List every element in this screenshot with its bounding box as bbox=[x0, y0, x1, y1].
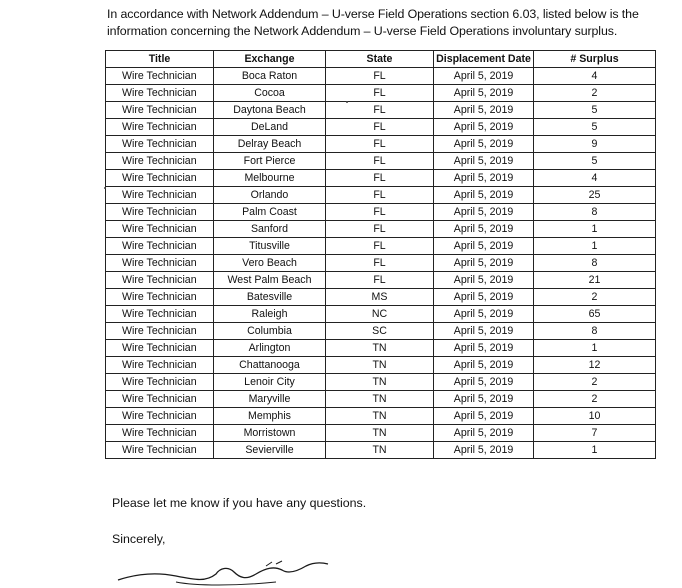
cell-surplus-count: 5 bbox=[534, 119, 656, 136]
cell-state: FL bbox=[326, 102, 434, 119]
table-header-row bbox=[106, 51, 656, 68]
cell-displacement-date: April 5, 2019 bbox=[434, 374, 534, 391]
cell-state: SC bbox=[326, 323, 434, 340]
cell-exchange: Palm Coast bbox=[214, 204, 326, 221]
cell-surplus-count: 21 bbox=[534, 272, 656, 289]
cell-state: FL bbox=[326, 255, 434, 272]
cell-displacement-date: April 5, 2019 bbox=[434, 170, 534, 187]
cell-state: FL bbox=[326, 153, 434, 170]
cell-displacement-date: April 5, 2019 bbox=[434, 323, 534, 340]
cell-state: FL bbox=[326, 68, 434, 85]
header-title: Title bbox=[106, 51, 214, 68]
cell-title: Wire Technician bbox=[106, 357, 214, 374]
cell-displacement-date: April 5, 2019 bbox=[434, 272, 534, 289]
cell-surplus-count: 25 bbox=[534, 187, 656, 204]
scan-speck bbox=[346, 101, 348, 103]
cell-exchange: Vero Beach bbox=[214, 255, 326, 272]
cell-title: Wire Technician bbox=[106, 85, 214, 102]
cell-title: Wire Technician bbox=[106, 68, 214, 85]
cell-exchange: Sevierville bbox=[214, 442, 326, 459]
table-row bbox=[106, 187, 656, 204]
cell-state: TN bbox=[326, 374, 434, 391]
cell-exchange: Titusville bbox=[214, 238, 326, 255]
cell-state: FL bbox=[326, 272, 434, 289]
cell-displacement-date: April 5, 2019 bbox=[434, 408, 534, 425]
table-body bbox=[106, 68, 656, 459]
cell-exchange: Columbia bbox=[214, 323, 326, 340]
header-state: State bbox=[326, 51, 434, 68]
table-row bbox=[106, 170, 656, 187]
cell-surplus-count: 4 bbox=[534, 68, 656, 85]
table-row bbox=[106, 323, 656, 340]
cell-displacement-date: April 5, 2019 bbox=[434, 306, 534, 323]
header-exchange: Exchange bbox=[214, 51, 326, 68]
cell-exchange: DeLand bbox=[214, 119, 326, 136]
table-row bbox=[106, 68, 656, 85]
cell-title: Wire Technician bbox=[106, 255, 214, 272]
cell-surplus-count: 9 bbox=[534, 136, 656, 153]
cell-surplus-count: 4 bbox=[534, 170, 656, 187]
cell-displacement-date: April 5, 2019 bbox=[434, 340, 534, 357]
cell-state: FL bbox=[326, 204, 434, 221]
cell-state: TN bbox=[326, 340, 434, 357]
cell-surplus-count: 2 bbox=[534, 374, 656, 391]
table-row bbox=[106, 391, 656, 408]
cell-exchange: Memphis bbox=[214, 408, 326, 425]
cell-exchange: Morristown bbox=[214, 425, 326, 442]
table-row bbox=[106, 442, 656, 459]
cell-title: Wire Technician bbox=[106, 136, 214, 153]
cell-surplus-count: 2 bbox=[534, 289, 656, 306]
cell-state: TN bbox=[326, 408, 434, 425]
cell-title: Wire Technician bbox=[106, 238, 214, 255]
table-row bbox=[106, 289, 656, 306]
table-row bbox=[106, 272, 656, 289]
cell-surplus-count: 65 bbox=[534, 306, 656, 323]
cell-exchange: Boca Raton bbox=[214, 68, 326, 85]
table-row bbox=[106, 119, 656, 136]
cell-surplus-count: 2 bbox=[534, 391, 656, 408]
cell-title: Wire Technician bbox=[106, 204, 214, 221]
cell-exchange: Batesville bbox=[214, 289, 326, 306]
cell-title: Wire Technician bbox=[106, 323, 214, 340]
cell-state: NC bbox=[326, 306, 434, 323]
table-row bbox=[106, 408, 656, 425]
header-displacement-date: Displacement Date bbox=[434, 51, 534, 68]
cell-surplus-count: 8 bbox=[534, 255, 656, 272]
cell-exchange: Raleigh bbox=[214, 306, 326, 323]
cell-surplus-count: 8 bbox=[534, 323, 656, 340]
cell-exchange: Chattanooga bbox=[214, 357, 326, 374]
table-row bbox=[106, 102, 656, 119]
table-row bbox=[106, 85, 656, 102]
cell-exchange: Arlington bbox=[214, 340, 326, 357]
cell-surplus-count: 12 bbox=[534, 357, 656, 374]
cell-surplus-count: 1 bbox=[534, 442, 656, 459]
cell-title: Wire Technician bbox=[106, 289, 214, 306]
cell-surplus-count: 10 bbox=[534, 408, 656, 425]
cell-exchange: Melbourne bbox=[214, 170, 326, 187]
cell-state: TN bbox=[326, 442, 434, 459]
cell-title: Wire Technician bbox=[106, 374, 214, 391]
cell-exchange: Daytona Beach bbox=[214, 102, 326, 119]
table-row bbox=[106, 238, 656, 255]
cell-displacement-date: April 5, 2019 bbox=[434, 255, 534, 272]
cell-title: Wire Technician bbox=[106, 119, 214, 136]
cell-exchange: Cocoa bbox=[214, 85, 326, 102]
cell-state: FL bbox=[326, 238, 434, 255]
handwritten-signature bbox=[116, 560, 336, 588]
cell-exchange: Maryville bbox=[214, 391, 326, 408]
cell-title: Wire Technician bbox=[106, 391, 214, 408]
cell-displacement-date: April 5, 2019 bbox=[434, 391, 534, 408]
cell-title: Wire Technician bbox=[106, 425, 214, 442]
table-row bbox=[106, 204, 656, 221]
cell-title: Wire Technician bbox=[106, 442, 214, 459]
cell-surplus-count: 1 bbox=[534, 340, 656, 357]
cell-surplus-count: 1 bbox=[534, 221, 656, 238]
table-row bbox=[106, 153, 656, 170]
cell-title: Wire Technician bbox=[106, 272, 214, 289]
table-row bbox=[106, 374, 656, 391]
cell-title: Wire Technician bbox=[106, 170, 214, 187]
cell-surplus-count: 2 bbox=[534, 85, 656, 102]
cell-displacement-date: April 5, 2019 bbox=[434, 289, 534, 306]
cell-surplus-count: 5 bbox=[534, 153, 656, 170]
surplus-table bbox=[105, 50, 656, 459]
cell-title: Wire Technician bbox=[106, 340, 214, 357]
cell-displacement-date: April 5, 2019 bbox=[434, 153, 534, 170]
closing-line: Please let me know if you have any questions. bbox=[112, 496, 367, 510]
cell-displacement-date: April 5, 2019 bbox=[434, 85, 534, 102]
cell-displacement-date: April 5, 2019 bbox=[434, 102, 534, 119]
cell-surplus-count: 5 bbox=[534, 102, 656, 119]
cell-surplus-count: 8 bbox=[534, 204, 656, 221]
cell-displacement-date: April 5, 2019 bbox=[434, 442, 534, 459]
cell-exchange: Orlando bbox=[214, 187, 326, 204]
cell-state: FL bbox=[326, 187, 434, 204]
cell-displacement-date: April 5, 2019 bbox=[434, 425, 534, 442]
cell-state: FL bbox=[326, 136, 434, 153]
cell-state: FL bbox=[326, 85, 434, 102]
table-row bbox=[106, 136, 656, 153]
cell-state: TN bbox=[326, 357, 434, 374]
cell-displacement-date: April 5, 2019 bbox=[434, 204, 534, 221]
table-row bbox=[106, 221, 656, 238]
cell-title: Wire Technician bbox=[106, 102, 214, 119]
signoff: Sincerely, bbox=[112, 532, 166, 546]
cell-state: FL bbox=[326, 119, 434, 136]
table-row bbox=[106, 306, 656, 323]
cell-exchange: West Palm Beach bbox=[214, 272, 326, 289]
table-row bbox=[106, 255, 656, 272]
cell-exchange: Sanford bbox=[214, 221, 326, 238]
cell-displacement-date: April 5, 2019 bbox=[434, 119, 534, 136]
cell-title: Wire Technician bbox=[106, 187, 214, 204]
cell-exchange: Fort Pierce bbox=[214, 153, 326, 170]
intro-paragraph bbox=[107, 6, 667, 40]
cell-title: Wire Technician bbox=[106, 408, 214, 425]
table-row bbox=[106, 357, 656, 374]
scan-speck bbox=[104, 187, 106, 189]
header-surplus-count: # Surplus bbox=[534, 51, 656, 68]
cell-displacement-date: April 5, 2019 bbox=[434, 238, 534, 255]
cell-exchange: Delray Beach bbox=[214, 136, 326, 153]
cell-title: Wire Technician bbox=[106, 153, 214, 170]
cell-state: MS bbox=[326, 289, 434, 306]
cell-displacement-date: April 5, 2019 bbox=[434, 221, 534, 238]
intro-line-1: In accordance with Network Addendum – U-verse Field Operations section 6.03, listed below is the bbox=[107, 7, 639, 21]
cell-displacement-date: April 5, 2019 bbox=[434, 68, 534, 85]
cell-title: Wire Technician bbox=[106, 221, 214, 238]
cell-displacement-date: April 5, 2019 bbox=[434, 357, 534, 374]
cell-state: FL bbox=[326, 170, 434, 187]
cell-exchange: Lenoir City bbox=[214, 374, 326, 391]
table-row bbox=[106, 340, 656, 357]
intro-line-2: information concerning the Network Addendum – U-verse Field Operations involuntary surplus. bbox=[107, 24, 618, 38]
table-row bbox=[106, 425, 656, 442]
cell-title: Wire Technician bbox=[106, 306, 214, 323]
cell-displacement-date: April 5, 2019 bbox=[434, 187, 534, 204]
cell-displacement-date: April 5, 2019 bbox=[434, 136, 534, 153]
cell-state: TN bbox=[326, 391, 434, 408]
cell-surplus-count: 7 bbox=[534, 425, 656, 442]
cell-state: FL bbox=[326, 221, 434, 238]
cell-surplus-count: 1 bbox=[534, 238, 656, 255]
cell-state: TN bbox=[326, 425, 434, 442]
